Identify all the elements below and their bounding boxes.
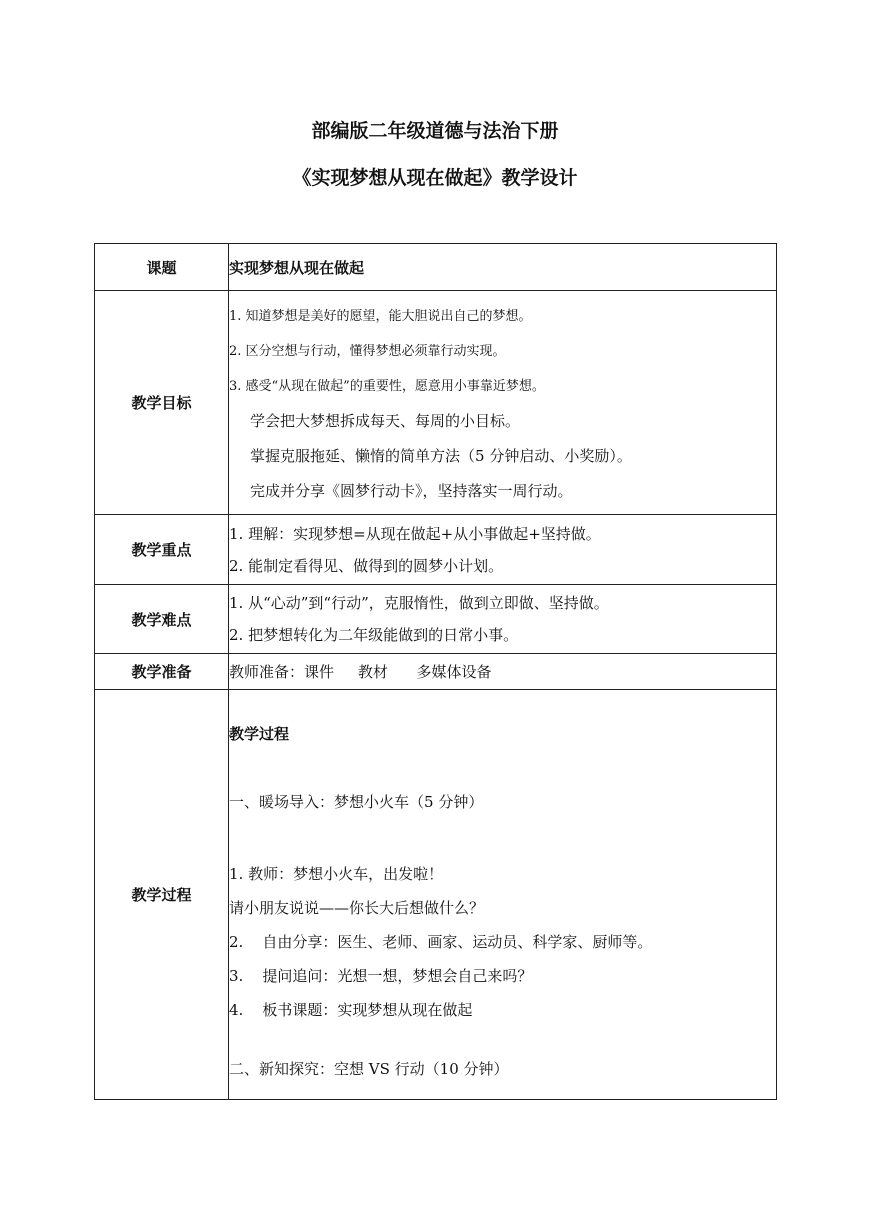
goal-item: 3. 感受“从现在做起”的重要性，愿意用小事靠近梦想。 bbox=[229, 378, 545, 394]
goal-item: 2. 区分空想与行动，懂得梦想必须靠行动实现。 bbox=[229, 343, 506, 359]
lesson-plan-table bbox=[94, 243, 777, 1100]
process-heading: 教学过程 bbox=[229, 725, 290, 743]
label-key-points: 教学重点 bbox=[95, 515, 229, 585]
process-section-1: 一、暖场导入：梦想小火车（5 分钟） bbox=[229, 793, 484, 811]
document-title: 部编版二年级道德与法治下册 bbox=[311, 120, 559, 142]
topic-value: 实现梦想从现在做起 bbox=[229, 244, 777, 291]
row-topic bbox=[95, 244, 777, 291]
row-goals bbox=[95, 291, 777, 515]
process-step: 4. 板书课题：实现梦想从现在做起 bbox=[229, 1001, 473, 1019]
preparation-value bbox=[229, 654, 777, 690]
process-section-2: 二、新知探究：空想 VS 行动（10 分钟） bbox=[229, 1060, 509, 1078]
preparation-text: 教师准备：课件 教材 多媒体设备 bbox=[229, 663, 492, 681]
goal-item: 学会把大梦想拆成每天、每周的小目标。 bbox=[250, 411, 521, 430]
difficulties-content bbox=[229, 585, 777, 654]
process-step: 3. 提问追问：光想一想，梦想会自己来吗？ bbox=[229, 967, 533, 985]
process-step: 2. 自由分享：医生、老师、画家、运动员、科学家、厨师等。 bbox=[229, 933, 653, 951]
label-difficulties: 教学难点 bbox=[95, 585, 229, 654]
goal-item: 完成并分享《圆梦行动卡》，坚持落实一周行动。 bbox=[250, 481, 573, 500]
key-point-item: 1. 理解：实现梦想=从现在做起+从小事做起+坚持做。 bbox=[229, 524, 601, 543]
process-step: 请小朋友说说——你长大后想做什么？ bbox=[229, 899, 485, 917]
label-process: 教学过程 bbox=[95, 690, 229, 1100]
row-difficulties bbox=[95, 585, 777, 654]
row-preparation bbox=[95, 654, 777, 690]
row-key-points bbox=[95, 515, 777, 585]
key-point-item: 2. 能制定看得见、做得到的圆梦小计划。 bbox=[229, 556, 504, 575]
label-topic: 课题 bbox=[95, 244, 229, 291]
row-process bbox=[95, 690, 777, 1100]
goal-item: 1. 知道梦想是美好的愿望，能大胆说出自己的梦想。 bbox=[229, 308, 532, 324]
document-subtitle: 《实现梦想从现在做起》教学设计 bbox=[292, 167, 578, 189]
key-points-content bbox=[229, 515, 777, 585]
label-goals: 教学目标 bbox=[95, 291, 229, 515]
label-preparation: 教学准备 bbox=[95, 654, 229, 690]
goals-content bbox=[229, 291, 777, 515]
process-content bbox=[229, 690, 777, 1100]
difficulty-item: 1. 从“心动”到“行动”，克服惰性，做到立即做、坚持做。 bbox=[229, 594, 609, 612]
goal-item: 掌握克服拖延、懒惰的简单方法（5 分钟启动、小奖励）。 bbox=[250, 446, 632, 465]
process-step: 1. 教师：梦想小火车，出发啦！ bbox=[229, 865, 444, 883]
difficulty-item: 2. 把梦想转化为二年级能做到的日常小事。 bbox=[229, 626, 519, 644]
